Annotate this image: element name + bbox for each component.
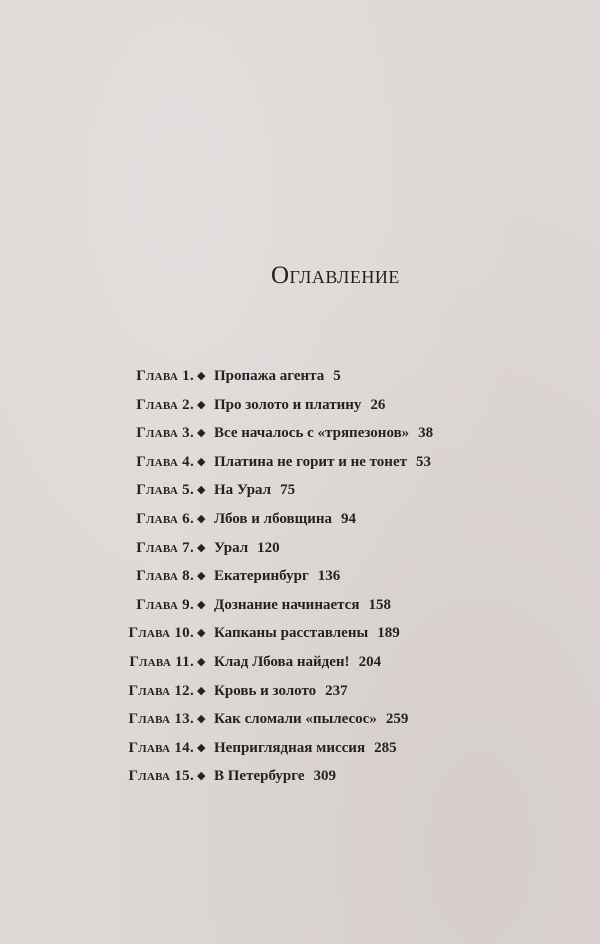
chapter-title-line xyxy=(214,534,280,563)
chapter-title: Неприглядная миссия xyxy=(214,739,366,756)
toc-entry xyxy=(0,419,600,448)
chapter-label xyxy=(136,448,194,477)
toc-entry xyxy=(0,562,600,591)
page-title: Оглавление xyxy=(271,262,400,289)
chapter-title: Лбов и лбовщина xyxy=(214,510,333,527)
chapter-number: 8. xyxy=(182,568,194,585)
chapter-title-line xyxy=(214,505,356,534)
diamond-bullet-icon: ◆ xyxy=(197,455,206,468)
chapter-label xyxy=(129,705,195,734)
toc-entry xyxy=(0,705,600,734)
chapter-label xyxy=(129,677,195,706)
diamond-bullet-icon: ◆ xyxy=(197,741,206,754)
chapter-label xyxy=(136,391,194,420)
chapter-title: Все началось с «тряпезонов» xyxy=(214,425,410,442)
chapter-label xyxy=(136,591,194,620)
chapter-title: На Урал xyxy=(214,482,272,499)
chapter-label xyxy=(136,362,194,391)
chapter-title-line xyxy=(214,648,381,677)
chapter-label xyxy=(129,762,195,791)
chapter-title-line xyxy=(214,562,340,591)
chapter-page-number: 38 xyxy=(418,425,434,442)
chapter-title-line xyxy=(214,734,397,763)
toc-entry xyxy=(0,734,600,763)
diamond-bullet-icon: ◆ xyxy=(197,512,206,525)
chapter-label xyxy=(136,562,194,591)
chapter-word: Глава xyxy=(136,568,179,585)
toc-entry xyxy=(0,534,600,563)
chapter-label xyxy=(136,419,194,448)
chapter-word: Глава xyxy=(136,596,179,613)
toc-entry xyxy=(0,619,600,648)
chapter-title-line xyxy=(214,362,341,391)
toc-entry xyxy=(0,505,600,534)
chapter-number: 3. xyxy=(182,425,194,442)
diamond-bullet-icon: ◆ xyxy=(197,570,206,583)
chapter-word: Глава xyxy=(136,482,179,499)
chapter-word: Глава xyxy=(136,425,179,442)
chapter-page-number: 53 xyxy=(415,453,431,470)
chapter-title-line xyxy=(214,705,408,734)
chapter-title: Платина не горит и не тонет xyxy=(214,453,407,470)
chapter-word: Глава xyxy=(136,539,179,556)
chapter-number: 5. xyxy=(182,482,194,499)
chapter-label xyxy=(129,648,194,677)
chapter-title: В Петербурге xyxy=(214,768,305,785)
chapter-title-line xyxy=(214,591,391,620)
chapter-title-line xyxy=(214,619,400,648)
chapter-number: 7. xyxy=(182,539,194,556)
chapter-page-number: 309 xyxy=(313,768,336,785)
chapter-title-line xyxy=(214,448,431,477)
toc-entry xyxy=(0,476,600,505)
toc-entry xyxy=(0,391,600,420)
chapter-page-number: 75 xyxy=(280,482,296,499)
chapter-number: 11. xyxy=(175,653,194,670)
chapter-title-line xyxy=(214,419,433,448)
chapter-number: 14. xyxy=(174,739,194,756)
toc-entry xyxy=(0,362,600,391)
chapter-label xyxy=(129,734,195,763)
toc-entry xyxy=(0,677,600,706)
chapter-word: Глава xyxy=(128,739,171,756)
chapter-page-number: 94 xyxy=(341,510,357,527)
chapter-title: Про золото и платину xyxy=(214,396,362,413)
diamond-bullet-icon: ◆ xyxy=(197,541,206,554)
chapter-page-number: 5 xyxy=(333,368,341,384)
chapter-page-number: 26 xyxy=(370,396,386,413)
chapter-label xyxy=(136,476,194,505)
diamond-bullet-icon: ◆ xyxy=(197,770,206,783)
chapter-number: 1. xyxy=(182,368,194,384)
diamond-bullet-icon: ◆ xyxy=(197,627,206,640)
diamond-bullet-icon: ◆ xyxy=(197,484,206,497)
chapter-page-number: 136 xyxy=(317,568,341,585)
chapter-title: Кровь и золото xyxy=(214,682,317,699)
chapter-word: Глава xyxy=(128,682,171,699)
chapter-title: Дознание начинается xyxy=(214,596,360,613)
chapter-number: 6. xyxy=(182,510,194,527)
diamond-bullet-icon: ◆ xyxy=(197,398,206,411)
chapter-title: Урал xyxy=(214,539,249,556)
diamond-bullet-icon: ◆ xyxy=(197,655,206,668)
chapter-number: 4. xyxy=(182,453,194,470)
chapter-word: Глава xyxy=(136,510,179,527)
chapter-word: Глава xyxy=(136,453,179,470)
chapter-title: Капканы расставлены xyxy=(214,625,369,642)
chapter-number: 15. xyxy=(174,768,194,785)
chapter-word: Глава xyxy=(136,396,179,413)
chapter-page-number: 204 xyxy=(358,653,382,670)
chapter-page-number: 259 xyxy=(385,711,409,728)
chapter-title-line xyxy=(214,476,295,505)
diamond-bullet-icon: ◆ xyxy=(197,370,206,382)
chapter-title: Как сломали «пылесос» xyxy=(214,711,377,728)
diamond-bullet-icon: ◆ xyxy=(197,713,206,726)
chapter-page-number: 189 xyxy=(377,625,400,642)
chapter-title-line xyxy=(214,762,336,791)
chapter-number: 2. xyxy=(182,396,194,413)
chapter-number: 13. xyxy=(174,711,194,728)
chapter-label xyxy=(136,534,194,563)
chapter-word: Глава xyxy=(129,653,172,670)
chapter-page-number: 158 xyxy=(368,596,391,613)
chapter-title: Клад Лбова найден! xyxy=(214,653,350,670)
toc-entry xyxy=(0,591,600,620)
diamond-bullet-icon: ◆ xyxy=(197,684,206,697)
chapter-title-line xyxy=(214,391,385,420)
toc-entry xyxy=(0,648,600,677)
diamond-bullet-icon: ◆ xyxy=(197,427,206,440)
chapter-page-number: 120 xyxy=(257,539,280,556)
chapter-page-number: 237 xyxy=(325,682,348,699)
chapter-number: 12. xyxy=(174,682,194,699)
chapter-label xyxy=(136,505,194,534)
table-of-contents xyxy=(0,362,600,791)
toc-entry xyxy=(0,448,600,477)
chapter-word: Глава xyxy=(136,368,179,384)
chapter-title: Екатеринбург xyxy=(214,568,309,585)
chapter-word: Глава xyxy=(128,768,171,785)
chapter-label xyxy=(129,619,195,648)
toc-entry xyxy=(0,762,600,791)
chapter-word: Глава xyxy=(128,625,171,642)
chapter-title-line xyxy=(214,677,348,706)
chapter-number: 9. xyxy=(182,596,194,613)
chapter-word: Глава xyxy=(128,711,171,728)
chapter-title: Пропажа агента xyxy=(214,368,325,384)
diamond-bullet-icon: ◆ xyxy=(197,598,206,611)
chapter-number: 10. xyxy=(174,625,194,642)
chapter-page-number: 285 xyxy=(374,739,397,756)
